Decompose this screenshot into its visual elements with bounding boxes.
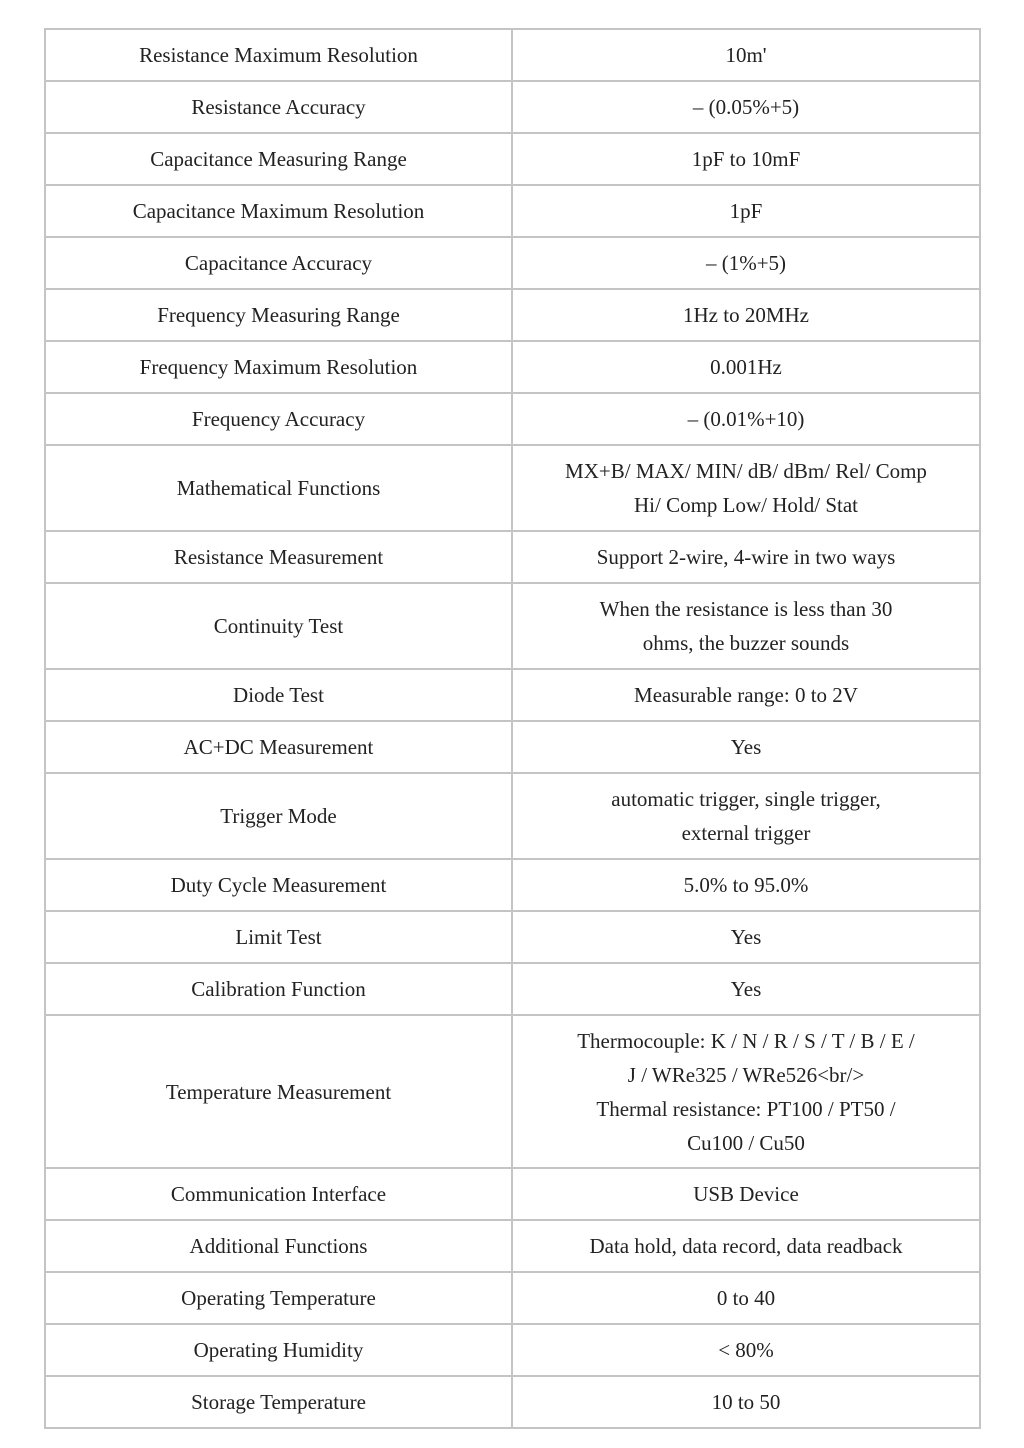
spec-row xyxy=(45,133,980,185)
spec-value xyxy=(512,859,980,911)
spec-row xyxy=(45,1324,980,1376)
spec-row xyxy=(45,859,980,911)
spec-row xyxy=(45,1220,980,1272)
spec-value-line: < 80% xyxy=(718,1338,774,1362)
spec-value-line: Cu100 / Cu50 xyxy=(687,1130,805,1155)
spec-row xyxy=(45,773,980,859)
spec-row xyxy=(45,1168,980,1220)
spec-label: AC+DC Measurement xyxy=(45,721,512,773)
spec-label: Communication Interface xyxy=(45,1168,512,1220)
spec-value xyxy=(512,911,980,963)
spec-value-line: Support 2-wire, 4-wire in two ways xyxy=(596,545,896,569)
spec-label: Continuity Test xyxy=(45,583,512,669)
spec-value-line: – (0.01%+10) xyxy=(687,407,805,431)
spec-value-line: 10 to 50 xyxy=(711,1390,781,1414)
spec-label: Operating Temperature xyxy=(45,1272,512,1324)
spec-value xyxy=(512,721,980,773)
spec-value-line: When the resistance is less than 30 xyxy=(599,597,893,621)
spec-label: Resistance Measurement xyxy=(45,531,512,583)
spec-value xyxy=(512,1324,980,1376)
spec-label: Resistance Accuracy xyxy=(45,81,512,133)
spec-value-line: 1pF xyxy=(729,199,763,223)
spec-row xyxy=(45,29,980,81)
spec-label: Mathematical Functions xyxy=(45,445,512,531)
spec-label: Capacitance Accuracy xyxy=(45,237,512,289)
spec-table-body xyxy=(45,29,980,1428)
spec-table xyxy=(44,28,981,1429)
spec-row xyxy=(45,1376,980,1428)
spec-label: Trigger Mode xyxy=(45,773,512,859)
spec-value-line: external trigger xyxy=(681,821,811,845)
spec-label: Duty Cycle Measurement xyxy=(45,859,512,911)
spec-row xyxy=(45,911,980,963)
spec-row xyxy=(45,445,980,531)
spec-label: Frequency Maximum Resolution xyxy=(45,341,512,393)
spec-value-line: – (1%+5) xyxy=(705,251,787,275)
spec-value-line: 1Hz to 20MHz xyxy=(683,303,809,327)
spec-label: Operating Humidity xyxy=(45,1324,512,1376)
spec-row xyxy=(45,583,980,669)
spec-value-line: Yes xyxy=(730,735,762,759)
spec-value xyxy=(512,1220,980,1272)
spec-value-line: 0.001Hz xyxy=(710,355,782,379)
spec-value xyxy=(512,81,980,133)
spec-label: Resistance Maximum Resolution xyxy=(45,29,512,81)
spec-value xyxy=(512,583,980,669)
spec-value-line: 10m' xyxy=(725,43,767,67)
spec-row xyxy=(45,81,980,133)
spec-value-line: Yes xyxy=(730,977,762,1001)
spec-label: Limit Test xyxy=(45,911,512,963)
spec-value-line: Thermocouple: K / N / R / S / T / B / E / xyxy=(577,1028,915,1053)
spec-label: Frequency Measuring Range xyxy=(45,289,512,341)
spec-value-line: Yes xyxy=(730,925,762,949)
spec-row xyxy=(45,669,980,721)
spec-label: Capacitance Maximum Resolution xyxy=(45,185,512,237)
spec-value-line: 5.0% to 95.0% xyxy=(683,873,809,897)
spec-value-line: automatic trigger, single trigger, xyxy=(611,787,881,811)
spec-row xyxy=(45,963,980,1015)
spec-value xyxy=(512,1272,980,1324)
spec-value xyxy=(512,185,980,237)
spec-value-line: Measurable range: 0 to 2V xyxy=(634,683,858,707)
spec-value-line: – (0.05%+5) xyxy=(692,95,800,119)
spec-value xyxy=(512,669,980,721)
spec-row xyxy=(45,1272,980,1324)
spec-value-line: Thermal resistance: PT100 / PT50 / xyxy=(596,1096,896,1121)
spec-value xyxy=(512,341,980,393)
spec-label: Additional Functions xyxy=(45,1220,512,1272)
spec-value xyxy=(512,1015,980,1168)
spec-row xyxy=(45,721,980,773)
spec-value-line: 1pF to 10mF xyxy=(691,147,801,171)
spec-value xyxy=(512,133,980,185)
spec-row xyxy=(45,393,980,445)
spec-value xyxy=(512,29,980,81)
spec-row xyxy=(45,289,980,341)
spec-value-line: Data hold, data record, data readback xyxy=(589,1234,903,1258)
spec-label: Storage Temperature xyxy=(45,1376,512,1428)
spec-row xyxy=(45,185,980,237)
spec-value xyxy=(512,393,980,445)
spec-row xyxy=(45,341,980,393)
spec-row xyxy=(45,1015,980,1168)
spec-value-line: MX+B/ MAX/ MIN/ dB/ dBm/ Rel/ Comp xyxy=(565,459,927,483)
spec-value-line: Hi/ Comp Low/ Hold/ Stat xyxy=(633,493,858,517)
spec-value xyxy=(512,1168,980,1220)
spec-label: Calibration Function xyxy=(45,963,512,1015)
spec-value-line: USB Device xyxy=(693,1182,799,1206)
spec-value xyxy=(512,773,980,859)
spec-label: Temperature Measurement xyxy=(45,1015,512,1168)
spec-row xyxy=(45,237,980,289)
spec-value-line: J / WRe325 / WRe526<br/> xyxy=(627,1062,865,1087)
spec-value xyxy=(512,531,980,583)
spec-label: Capacitance Measuring Range xyxy=(45,133,512,185)
spec-value xyxy=(512,237,980,289)
spec-value xyxy=(512,445,980,531)
spec-label: Diode Test xyxy=(45,669,512,721)
spec-value-line: ohms, the buzzer sounds xyxy=(642,631,850,655)
spec-value-line: 0 to 40 xyxy=(716,1286,776,1310)
spec-value xyxy=(512,963,980,1015)
spec-value xyxy=(512,1376,980,1428)
spec-row xyxy=(45,531,980,583)
spec-value xyxy=(512,289,980,341)
spec-label: Frequency Accuracy xyxy=(45,393,512,445)
